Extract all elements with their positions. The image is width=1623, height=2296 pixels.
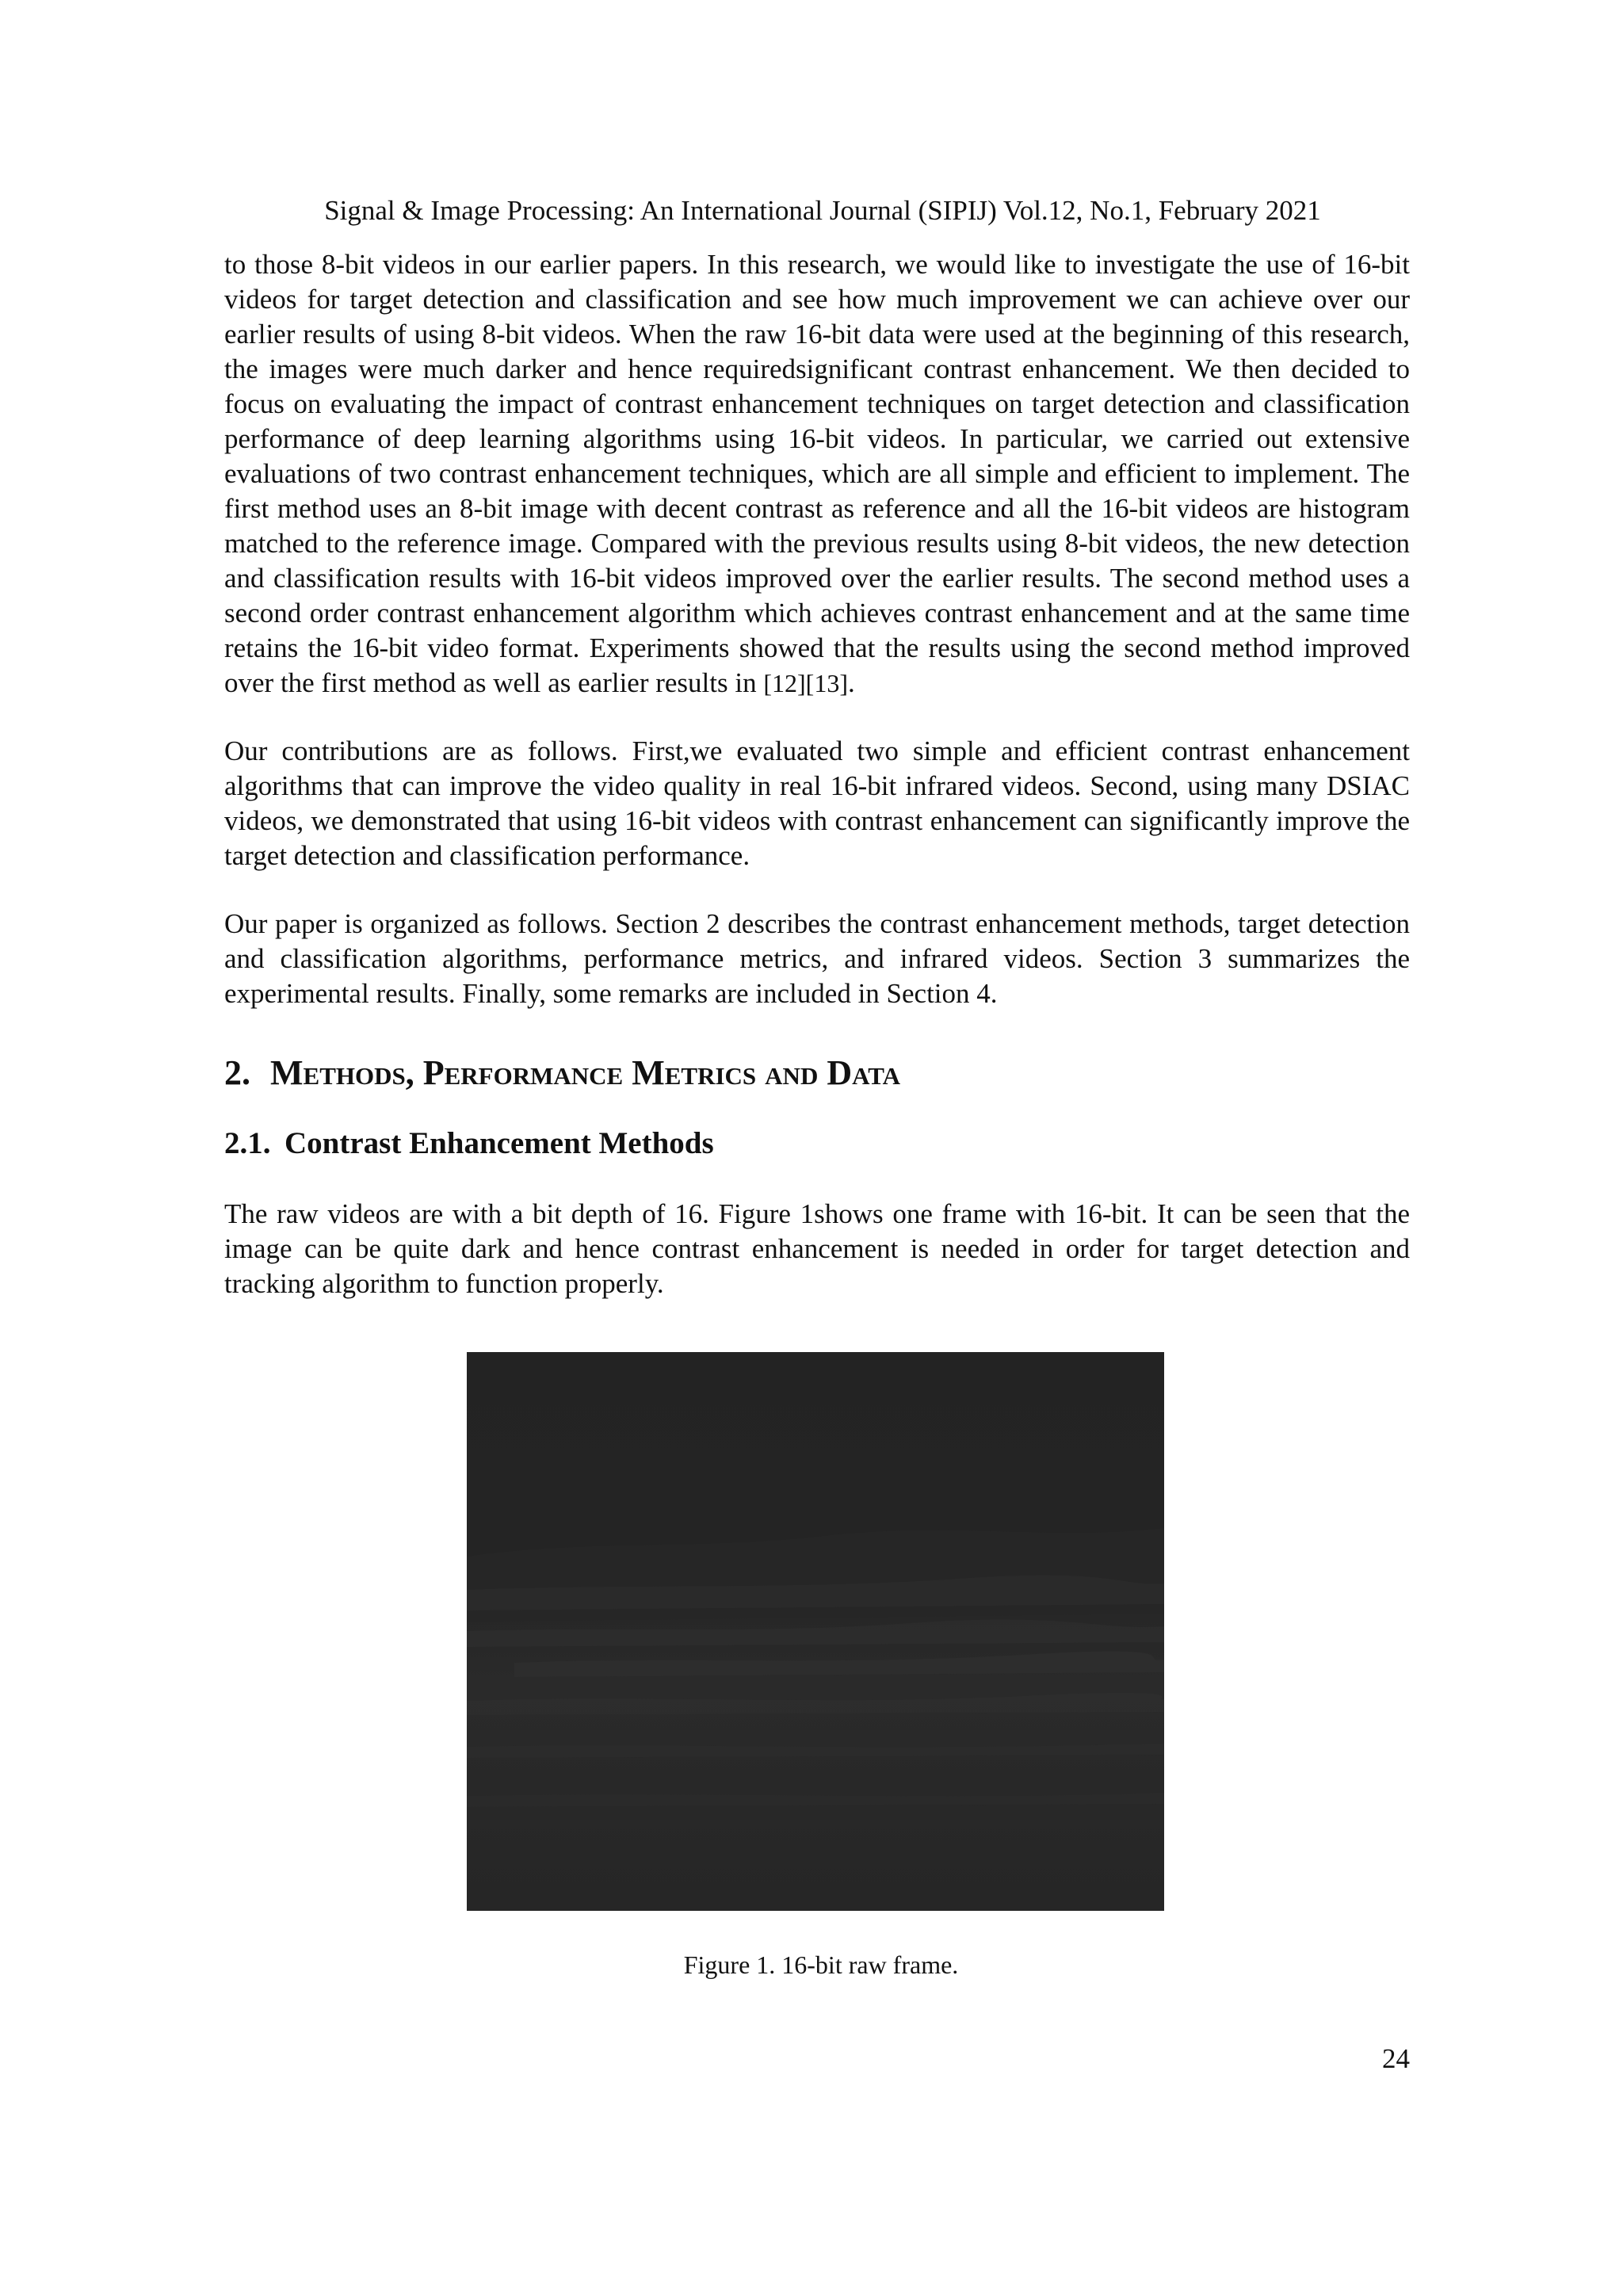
subsection-heading [224, 1124, 1410, 1163]
infrared-frame-graphic [467, 1352, 1164, 1911]
page-number: 24 [1382, 2043, 1410, 2074]
body-paragraph [224, 247, 1410, 701]
paragraph-text: to those 8-bit videos in our earlier papers. In this research, we would like to investigate the use of 16-bit videos for target detection and classification and see how much improvement we can achieve over our earlier results of using 8-bit videos. When the raw 16-bit data were used at the beginning of this research, the images were much darker and hence requiredsignificant contrast enhancement. We then decided to focus on evaluating the impact of contrast enhancement techniques on target detection and classification performance of deep learning algorithms using 16-bit videos. In particular, we carried out extensive evaluations of two contrast enhancement techniques, which are all simple and efficient to implement. The first method uses an 8-bit image with decent contrast as reference and all the 16-bit videos are histogram matched to the reference image. Compared with the previous results using 8-bit videos, the new detection and classification results with 16-bit videos improved over the earlier results. The second method uses a second order contrast enhancement algorithm which achieves contrast enhancement and at the same time retains the 16-bit video format. Experiments showed that the results using the second method improved over the first method as well as earlier results in [224, 249, 1410, 698]
main-content [224, 247, 1410, 1301]
section-title: Methods, Performance Metrics and Data [270, 1053, 900, 1092]
figure-caption: Figure 1. 16-bit raw frame. [683, 1950, 959, 1979]
body-paragraph: Our paper is organized as follows. Section 2 describes the contrast enhancement methods, target detection and classification algorithms, performance metrics, and infrared videos. Section 3 summarizes the experimental results. Finally, some remarks are included in Section 4. [224, 908, 1410, 1009]
raw-frame-image [467, 1352, 1164, 1911]
citation: [12][13] [763, 669, 848, 697]
paragraph-end: . [847, 667, 855, 698]
body-paragraph: Our contributions are as follows. First,we evaluated two simple and efficient contrast enhancement algorithms that can improve the video quality in real 16-bit infrared videos. Second, using many DSIAC videos, we demonstrated that using 16-bit videos with contrast enhancement can significantly improve the target detection and classification performance. [224, 735, 1410, 871]
subsection-title: Contrast Enhancement Methods [285, 1126, 714, 1160]
section-heading [224, 1051, 1410, 1095]
subsection-number: 2.1. [224, 1126, 271, 1160]
body-paragraph: The raw videos are with a bit depth of 16. Figure 1shows one frame with 16-bit. It can be seen that the image can be quite dark and hence contrast enhancement is needed in order for target detection and tracking algorithm to function properly. [224, 1198, 1410, 1299]
section-number: 2. [224, 1053, 250, 1092]
running-header: Signal & Image Processing: An International Journal (SIPIJ) Vol.12, No.1, February 2021 [324, 195, 1321, 226]
